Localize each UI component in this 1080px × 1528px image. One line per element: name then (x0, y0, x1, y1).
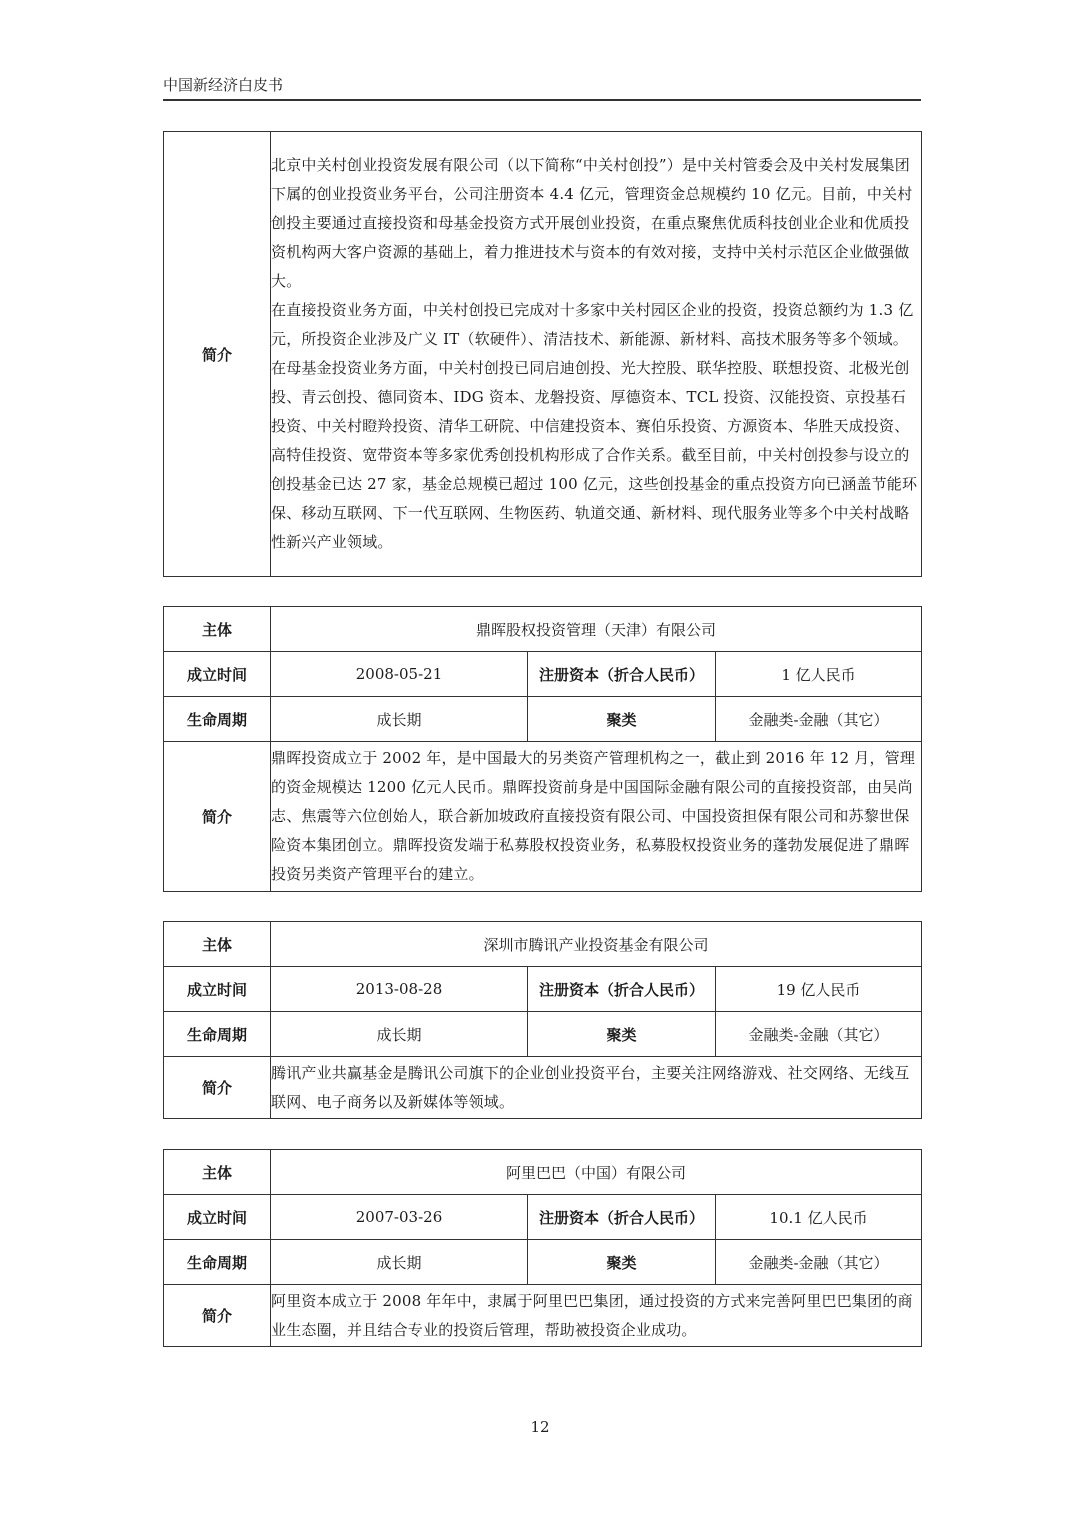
lifecycle-label: 生命周期 (164, 1240, 271, 1285)
lifecycle-value: 成长期 (271, 697, 528, 742)
subject-row (164, 1150, 922, 1195)
intro-label: 简介 (164, 1285, 271, 1347)
intro-paragraph: 在母基金投资业务方面，中关村创投已同启迪创投、光大控股、联华控股、联想投资、北极光创投、青云创投、德同资本、IDG 资本、龙磐投资、厚德资本、TCL 投资、汉能投资、京投基石投资、中关村瞪羚投资、清华工研院、中信建投资本、赛伯乐投资、方源资本、华胜天成投资、高特佳投资、宽带资本等多家优秀创投机构形成了合作关系。截至目前，中关村创投参与设立的创投基金已达 27 家，基金总规模已超过 100 亿元，这些创投基金的重点投资方向已涵盖节能环保、移动互联网、下一代互联网、生物医药、轨道交通、新材料、现代服务业等多个中关村战略性新兴产业领域。 (271, 359, 918, 551)
cluster-value: 金融类-金融（其它） (716, 1240, 922, 1285)
company-table-zgc (163, 131, 922, 577)
subject-value: 深圳市腾讯产业投资基金有限公司 (271, 922, 922, 967)
subject-label: 主体 (164, 922, 271, 967)
company-table-cdh (163, 606, 922, 892)
capital-value: 10.1 亿人民币 (716, 1195, 922, 1240)
intro-paragraph: 北京中关村创业投资发展有限公司（以下简称“中关村创投”）是中关村管委会及中关村发展集团下属的创业投资业务平台，公司注册资本 4.4 亿元，管理资金总规模约 10 亿元。目前，中关村创投主要通过直接投资和母基金投资方式开展创业投资，在重点聚焦优质科技创业企业和优质投资机构两大客户资源的基础上，着力推进技术与资本的有效对接，支持中关村示范区企业做强做大。 (271, 156, 913, 290)
founded-label: 成立时间 (164, 652, 271, 697)
lifecycle-value: 成长期 (271, 1240, 528, 1285)
founded-value: 2013-08-28 (271, 967, 528, 1012)
intro-row (164, 742, 922, 892)
founded-label: 成立时间 (164, 967, 271, 1012)
subject-label: 主体 (164, 607, 271, 652)
intro-row (164, 132, 922, 577)
founded-value: 2008-05-21 (271, 652, 528, 697)
cluster-value: 金融类-金融（其它） (716, 1012, 922, 1057)
intro-text: 腾讯产业共赢基金是腾讯公司旗下的企业创业投资平台，主要关注网络游戏、社交网络、无线互联网、电子商务以及新媒体等领域。 (271, 1057, 922, 1119)
founded-value: 2007-03-26 (271, 1195, 528, 1240)
subject-value: 鼎晖股权投资管理（天津）有限公司 (271, 607, 922, 652)
subject-row (164, 607, 922, 652)
intro-label: 简介 (164, 1057, 271, 1119)
company-table-tencent (163, 921, 922, 1119)
intro-text: 鼎晖投资成立于 2002 年，是中国最大的另类资产管理机构之一，截止到 2016 年 12 月，管理的资金规模达 1200 亿元人民币。鼎晖投资前身是中国国际金融有限公司的直接投资部，由吴尚志、焦震等六位创始人，联合新加坡政府直接投资有限公司、中国投资担保有限公司和苏黎世保险资本集团创立。鼎晖投资发端于私募股权投资业务，私募股权投资业务的蓬勃发展促进了鼎晖投资另类资产管理平台的建立。 (271, 742, 922, 892)
capital-value: 19 亿人民币 (716, 967, 922, 1012)
cluster-value: 金融类-金融（其它） (716, 697, 922, 742)
intro-label: 简介 (164, 132, 271, 577)
lifecycle-row (164, 1012, 922, 1057)
capital-value: 1 亿人民币 (716, 652, 922, 697)
founded-row (164, 652, 922, 697)
founded-label: 成立时间 (164, 1195, 271, 1240)
intro-text (271, 132, 922, 577)
lifecycle-value: 成长期 (271, 1012, 528, 1057)
subject-value: 阿里巴巴（中国）有限公司 (271, 1150, 922, 1195)
capital-label: 注册资本（折合人民币） (528, 1195, 716, 1240)
capital-label: 注册资本（折合人民币） (528, 652, 716, 697)
running-header: 中国新经济白皮书 (163, 76, 284, 94)
founded-row (164, 967, 922, 1012)
page-number: 12 (530, 1418, 550, 1436)
capital-label: 注册资本（折合人民币） (528, 967, 716, 1012)
founded-row (164, 1195, 922, 1240)
cluster-label: 聚类 (528, 697, 716, 742)
subject-label: 主体 (164, 1150, 271, 1195)
lifecycle-label: 生命周期 (164, 697, 271, 742)
header-rule (163, 99, 921, 101)
intro-row (164, 1057, 922, 1119)
lifecycle-label: 生命周期 (164, 1012, 271, 1057)
company-table-alibaba (163, 1149, 922, 1347)
lifecycle-row (164, 697, 922, 742)
intro-label: 简介 (164, 742, 271, 892)
intro-text: 阿里资本成立于 2008 年年中，隶属于阿里巴巴集团，通过投资的方式来完善阿里巴巴集团的商业生态圈，并且结合专业的投资后管理，帮助被投资企业成功。 (271, 1285, 922, 1347)
subject-row (164, 922, 922, 967)
intro-paragraph: 在直接投资业务方面，中关村创投已完成对十多家中关村园区企业的投资，投资总额约为 1.3 亿元，所投资企业涉及广义 IT（软硬件）、清洁技术、新能源、新材料、高技术服务等多个领域。 (271, 301, 914, 348)
cluster-label: 聚类 (528, 1012, 716, 1057)
intro-row (164, 1285, 922, 1347)
lifecycle-row (164, 1240, 922, 1285)
cluster-label: 聚类 (528, 1240, 716, 1285)
